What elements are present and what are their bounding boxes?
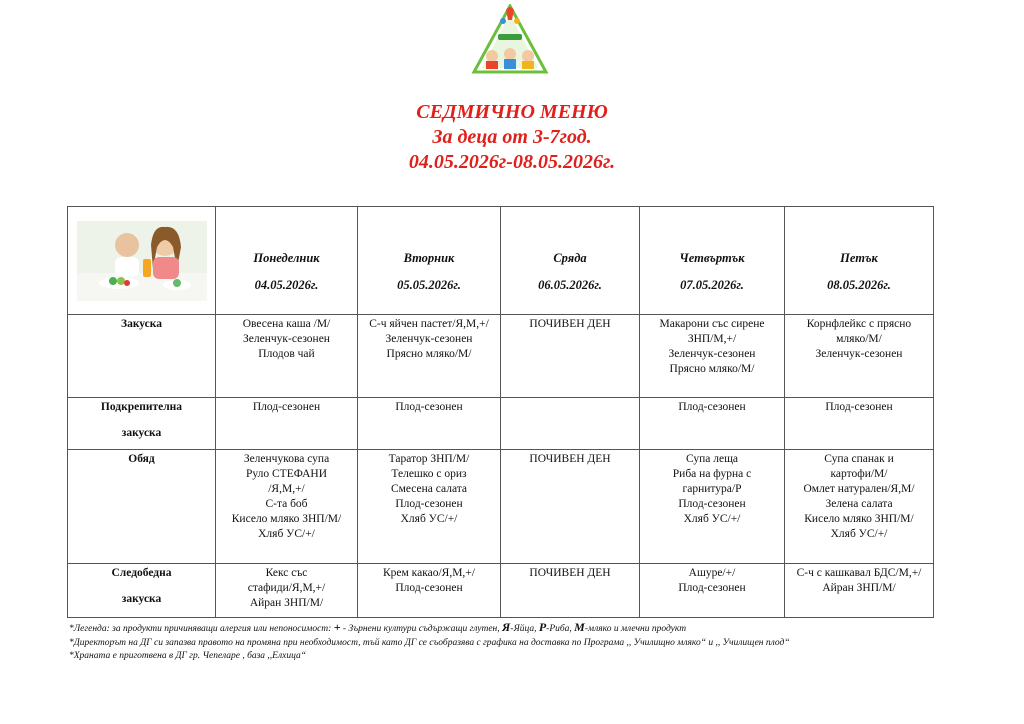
- day-date: 05.05.2026г.: [397, 277, 461, 292]
- dish: Зеленчук-сезонен: [385, 333, 473, 345]
- meal-label-text: Обяд: [128, 453, 155, 465]
- meal-row-afternoon-snack: [68, 564, 934, 618]
- meal-label-text: Закуска: [121, 318, 162, 330]
- day-name: Вторник: [403, 250, 455, 265]
- meal-row-breakfast: [68, 315, 934, 398]
- legend-m-text: -мляко и млечни продукт: [584, 624, 687, 634]
- menu-cell: [785, 398, 934, 450]
- legend-m: М: [574, 620, 585, 634]
- dish: Кисело мляко ЗНП/М/: [231, 513, 342, 525]
- meal-label: [68, 398, 216, 450]
- meal-label-text: закуска: [121, 427, 162, 439]
- menu-cell: [640, 450, 785, 564]
- dish: Зеленчукова супа: [243, 453, 330, 465]
- dish: ЗНП/М,+/: [687, 333, 737, 345]
- dish: Хляб УС/+/: [683, 513, 741, 525]
- dish: Кисело мляко ЗНП/М/: [804, 513, 914, 525]
- day-header-tuesday: [358, 207, 501, 315]
- day-date: 07.05.2026г.: [680, 277, 744, 292]
- dish: Таратор ЗНП/М/: [388, 453, 470, 465]
- legend-plus: +: [333, 620, 341, 634]
- dish: Омлет натурален/Я,М/: [803, 483, 915, 495]
- menu-cell: [640, 398, 785, 450]
- kitchen-note: *Храната е приготвена в ДГ гр. Чепеларе , база ,,Елхица“: [69, 651, 306, 661]
- dish: С-ч яйчен пастет/Я,М,+/: [369, 318, 489, 330]
- day-name: Понеделник: [253, 250, 320, 265]
- menu-cell: [640, 564, 785, 618]
- dish: С-та боб: [265, 498, 308, 510]
- meal-label: [68, 315, 216, 398]
- menu-cell: [358, 450, 501, 564]
- dish: стафиди/Я,М,+/: [247, 582, 326, 594]
- dish: Айран ЗНП/М/: [822, 582, 896, 594]
- menu-cell: [785, 564, 934, 618]
- menu-cell: [216, 398, 358, 450]
- footnotes: [69, 621, 969, 664]
- dish: Хляб УС/+/: [400, 513, 458, 525]
- day-header-wednesday: [501, 207, 640, 315]
- menu-cell: [501, 450, 640, 564]
- menu-cell: [640, 315, 785, 398]
- dish: Зеленчук-сезонен: [243, 333, 330, 345]
- dish: Ашуре/+/: [688, 567, 736, 579]
- dish: Прясно мляко/М/: [386, 348, 472, 360]
- menu-title: СЕДМИЧНО МЕНЮ: [416, 101, 608, 123]
- day-name: Сряда: [553, 250, 587, 265]
- legend-r: Р: [538, 620, 547, 634]
- header-row: [68, 207, 934, 315]
- day-name: Четвъртък: [679, 250, 745, 265]
- day-date: 04.05.2026г.: [254, 277, 319, 292]
- dish: Овесена каша /М/: [242, 318, 331, 330]
- kindergarten-logo: [470, 4, 550, 76]
- menu-cell: [501, 398, 640, 450]
- dish: ПОЧИВЕН ДЕН: [529, 318, 611, 330]
- menu-cell: [216, 450, 358, 564]
- director-note: *Директорът на ДГ си запазва правото на промяна при необходимост, тъй като ДГ се съобразява с графика на доставка по Програма ,, Училищно мляко“ и ,, Училищен плод“: [69, 637, 790, 648]
- day-date: 08.05.2026г.: [827, 277, 891, 292]
- legend-ya: Я: [502, 620, 511, 634]
- dish: Супа леща: [685, 453, 739, 465]
- day-header-thursday: [640, 207, 785, 315]
- meal-label: [68, 450, 216, 564]
- legend-r-text: -Риба,: [546, 624, 572, 634]
- menu-cell: [216, 315, 358, 398]
- day-name: Петък: [840, 250, 878, 265]
- dish: Зелена салата: [825, 498, 893, 510]
- age-group: За деца от 3-7год.: [432, 126, 592, 148]
- day-header-friday: [785, 207, 934, 315]
- dish: Крем какао/Я,М,+/: [383, 567, 475, 579]
- menu-cell: [358, 564, 501, 618]
- dish: Зеленчук-сезонен: [668, 348, 756, 360]
- weekly-menu-table: [67, 206, 934, 618]
- legend-prefix: *Легенда: за продукти причиняващи алергия или непоносимост:: [69, 624, 332, 634]
- meal-label-text: закуска: [121, 593, 162, 605]
- menu-cell: [785, 450, 934, 564]
- dish: Плод-сезонен: [678, 498, 746, 510]
- menu-title-block: [0, 100, 1024, 175]
- dish: Плод-сезонен: [678, 401, 746, 413]
- dish: Телешко с ориз: [391, 468, 467, 480]
- day-header-monday: [216, 207, 358, 315]
- dish: Плод-сезонен: [395, 401, 463, 413]
- dish: ПОЧИВЕН ДЕН: [529, 567, 611, 579]
- date-range: 04.05.2026г-08.05.2026г.: [408, 151, 616, 173]
- meal-row-snack: [68, 398, 934, 450]
- dish: С-ч с кашкавал БДС/М,+/: [796, 567, 922, 579]
- dish: Хляб УС/+/: [830, 528, 888, 540]
- dish: Зеленчук-сезонен: [815, 348, 903, 360]
- dish: Кекс със: [265, 567, 308, 579]
- dish: гарнитура/Р: [682, 483, 742, 495]
- dish: Корнфлейкс с прясно: [806, 318, 912, 330]
- meal-label: [68, 564, 216, 618]
- menu-cell: [216, 564, 358, 618]
- dish: мляко/М/: [836, 333, 882, 345]
- dish: Плодов чай: [258, 348, 315, 360]
- dish: Прясно мляко/М/: [669, 363, 755, 375]
- day-date: 06.05.2026г.: [538, 277, 602, 292]
- dish: картофи/М/: [830, 468, 888, 480]
- dish: Смесена салата: [390, 483, 468, 495]
- menu-cell: [358, 398, 501, 450]
- menu-cell: [358, 315, 501, 398]
- dish: Хляб УС/+/: [258, 528, 315, 540]
- dish: Плод-сезонен: [395, 582, 463, 594]
- dish: Плод-сезонен: [678, 582, 746, 594]
- allergen-legend: [69, 621, 969, 637]
- dish: Макарони със сирене: [659, 318, 765, 330]
- legend-ya-text: -Яйца,: [510, 624, 537, 634]
- dish: Айран ЗНП/М/: [249, 597, 324, 609]
- dish: Руло СТЕФАНИ: [246, 468, 327, 480]
- dish: ПОЧИВЕН ДЕН: [529, 453, 611, 465]
- menu-cell: [785, 315, 934, 398]
- meal-row-lunch: [68, 450, 934, 564]
- meal-label-text: Следобедна: [111, 567, 172, 579]
- dish: Плод-сезонен: [252, 401, 321, 413]
- dish: Риба на фурна с: [672, 468, 752, 480]
- meal-label-text: Подкрепителна: [100, 401, 183, 413]
- dish: Супа спанак и: [824, 453, 894, 465]
- photo-cell: [68, 207, 216, 315]
- dish: Плод-сезонен: [395, 498, 463, 510]
- dish: Плод-сезонен: [825, 401, 893, 413]
- legend-plus-text: - Зърнени култури съдържащи глутен,: [340, 624, 500, 634]
- menu-cell: [501, 564, 640, 618]
- dish: /Я,М,+/: [268, 483, 305, 495]
- menu-cell: [501, 315, 640, 398]
- children-eating-photo: [77, 221, 207, 301]
